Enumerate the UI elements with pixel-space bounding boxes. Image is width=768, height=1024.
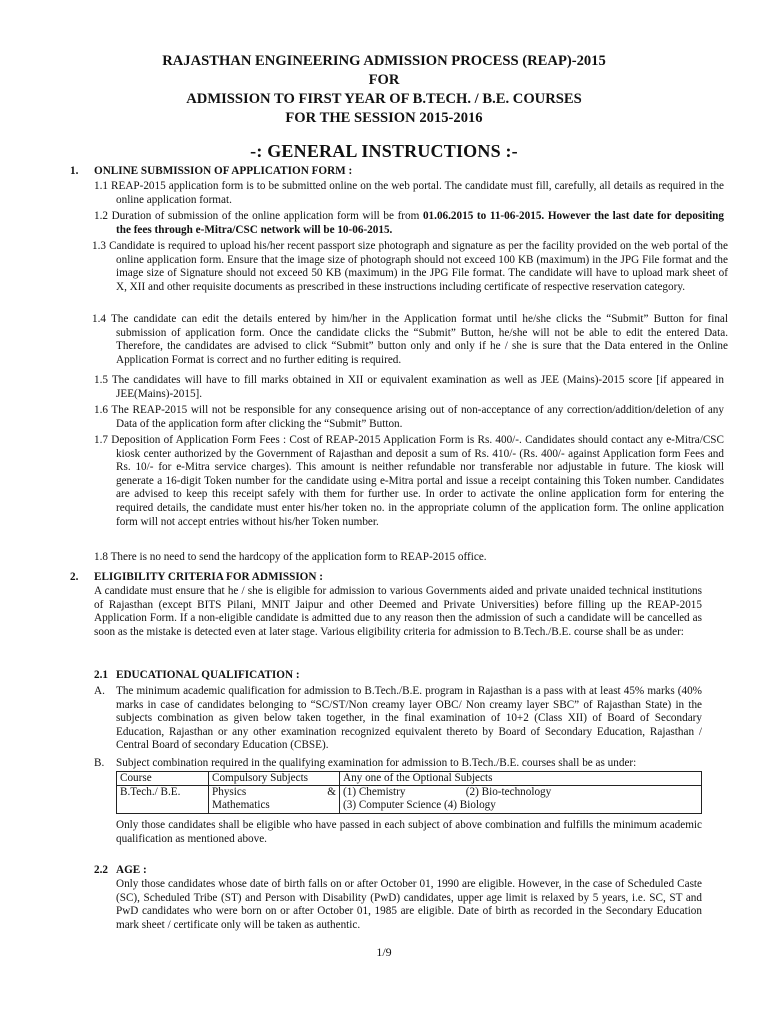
item-1-5: 1.5 The candidates will have to fill marks obtained in XII or equivalent examination as well as JEE (Mains)-2015 score [if appeared in JEE(Mains)-2015]. bbox=[94, 374, 724, 400]
course-cell: B.Tech./ B.E. bbox=[117, 786, 209, 813]
item-1-6: 1.6 The REAP-2015 will not be responsible for any consequence arising out of non-acceptance of any correction/addition/deletion of any Data of the application form after clicking the “Submit” Button. bbox=[94, 404, 724, 430]
optional-subject-1: (1) Chemistry bbox=[343, 786, 406, 799]
table-row bbox=[117, 786, 702, 813]
subsection-2-2-number: 2.2 bbox=[94, 864, 108, 876]
document-title bbox=[0, 52, 768, 128]
page-number: 1/9 bbox=[376, 945, 392, 959]
optional-cell bbox=[340, 786, 702, 813]
section-2-intro: A candidate must ensure that he / she is eligible for admission to various Governments aided and private unaided technical institutions of Rajasthan (except BITS Pilani, MNIT Jaipur and other Deemed and Private Universities) before filling up the REAP-2015 Application Form. If a non-eligible candidate is admitted due to any reason then the admission of such a candidate will be cancelled as soon as the mistake is detected even at later stage. Various eligibility criteria for admission to B.Tech./B.E. course shall be as under: bbox=[94, 585, 702, 638]
compulsory-ampersand: & bbox=[327, 786, 336, 799]
item-1-2-text: 1.2 Duration of submission of the online application form will be from bbox=[94, 210, 423, 222]
table-header-cell: Any one of the Optional Subjects bbox=[340, 772, 702, 786]
optional-subject-3: (3) Computer Science (4) Biology bbox=[343, 799, 496, 812]
item-1-2-dates: 01.06.2015 to 11-06-2015. However the last date for depositing the fees through e-Mitra/CSC network will be 10-06-2015. bbox=[116, 210, 724, 236]
subsection-2-2-title: AGE : bbox=[116, 864, 147, 876]
age-criteria-text: Only those candidates whose date of birth falls on or after October 01, 1990 are eligible. However, in the case of Scheduled Caste (SC), Scheduled Tribe (ST) and Person with Disability (PwD) candidates, upper age limit is relaxed by 5 years, i.e. SC, ST and PwD candidates who were born on or after October 01, 1985 are eligible. Date of birth as recorded in the Secondary Education mark sheet / certificate only will be taken as authentic. bbox=[116, 878, 702, 931]
general-instructions-heading: -: GENERAL INSTRUCTIONS :- bbox=[250, 141, 518, 161]
item-a-text: The minimum academic qualification for admission to B.Tech./B.E. program in Rajasthan is a pass with at least 45% marks (40% marks in case of candidates belonging to “SC/ST/Non creamy layer OBC/ Non creamy layer SBC” of Rajasthan State) in the subjects combination as given below taken together, in the final examination of 10+2 (Class XII) of Board of Secondary Education, Rajasthan or any other examination recognized equivalent thereto by Board of Secondary Education, Rajasthan / Central Board of secondary Education (CBSE). bbox=[116, 685, 702, 752]
item-a-label: A. bbox=[94, 685, 105, 697]
section-2-number: 2. bbox=[70, 571, 79, 583]
subsection-2-1-number: 2.1 bbox=[94, 669, 108, 681]
compulsory-subject-1: Physics bbox=[212, 786, 247, 799]
item-1-3: 1.3 Candidate is required to upload his/her recent passport size photograph and signature as per the facility provided on the web portal of the online application form. Ensure that the image size of photograph should not exceed 100 KB (maximum) in the JPG File format and the image size of Signature should not exceed 50 KB (maximum) in the JPG File format. The candidate will have to upload mark sheet of X, XII and other requisite documents as prescribed in these instructions including certificate of respective reservation category. bbox=[92, 240, 728, 293]
item-b-text: Subject combination required in the qualifying examination for admission to B.Tech./B.E. courses shall be as under: bbox=[116, 757, 637, 769]
section-2-title: ELIGIBILITY CRITERIA FOR ADMISSION : bbox=[94, 571, 323, 583]
optional-subject-2: (2) Bio-technology bbox=[465, 786, 552, 799]
subject-combination-table bbox=[116, 771, 702, 814]
title-line-3: ADMISSION TO FIRST YEAR OF B.TECH. / B.E. COURSES bbox=[186, 91, 582, 107]
title-line-4: FOR THE SESSION 2015-2016 bbox=[285, 110, 483, 126]
item-1-2 bbox=[94, 210, 724, 237]
item-1-1: 1.1 REAP-2015 application form is to be submitted online on the web portal. The candidate must fill, carefully, all details as required in the online application format. bbox=[94, 180, 724, 206]
title-line-1: RAJASTHAN ENGINEERING ADMISSION PROCESS (REAP)-2015 bbox=[162, 53, 606, 69]
table-header-row bbox=[117, 772, 702, 786]
section-1-number: 1. bbox=[70, 165, 79, 177]
title-line-2: FOR bbox=[368, 72, 400, 88]
item-b-label: B. bbox=[94, 757, 105, 769]
item-1-8: 1.8 There is no need to send the hardcopy of the application form to REAP-2015 office. bbox=[94, 551, 487, 563]
section-1-title: ONLINE SUBMISSION OF APPLICATION FORM : bbox=[94, 165, 353, 177]
item-1-4: 1.4 The candidate can edit the details entered by him/her in the Application format until he/she clicks the “Submit” Button for final submission of application form. Once the candidate clicks the “Submit” Button, he/she will not be able to edit the entered Data. Therefore, the candidates are advised to click “Submit” button only and only if he / she is sure that the Data entered in the Online Application Format is correct and no further editing is required. bbox=[92, 313, 728, 366]
table-header-cell: Compulsory Subjects bbox=[209, 772, 340, 786]
compulsory-subject-2: Mathematics bbox=[212, 799, 270, 812]
table-header-cell: Course bbox=[117, 772, 209, 786]
subsection-2-1-title: EDUCATIONAL QUALIFICATION : bbox=[116, 669, 300, 681]
compulsory-cell bbox=[209, 786, 340, 813]
eligibility-note: Only those candidates shall be eligible who have passed in each subject of above combination and fulfills the minimum academic qualification as mentioned above. bbox=[116, 819, 702, 845]
item-1-7: 1.7 Deposition of Application Form Fees : Cost of REAP-2015 Application Form is Rs. 400/-. Candidates should contact any e-Mitra/CSC kiosk center authorized by the Government of Rajasthan and deposit a sum of Rs. 410/- (Rs. 400/- against Application form Fees and Rs. 10/- for e-Mitra service charges). This amount is neither refundable nor transferable nor adjustable in future. The kiosk will generate a 16-digit Token number for the candidate using e-Mitra portal and issue a receipt containing this Token number. Candidates are advised to keep this receipt safely with them for further use. In order to activate the online application form for entering the required details, the candidate must enter his/her token no. in the appropriate column of the application form. The online application form will not accept entries without his/her Token number. bbox=[94, 434, 724, 528]
